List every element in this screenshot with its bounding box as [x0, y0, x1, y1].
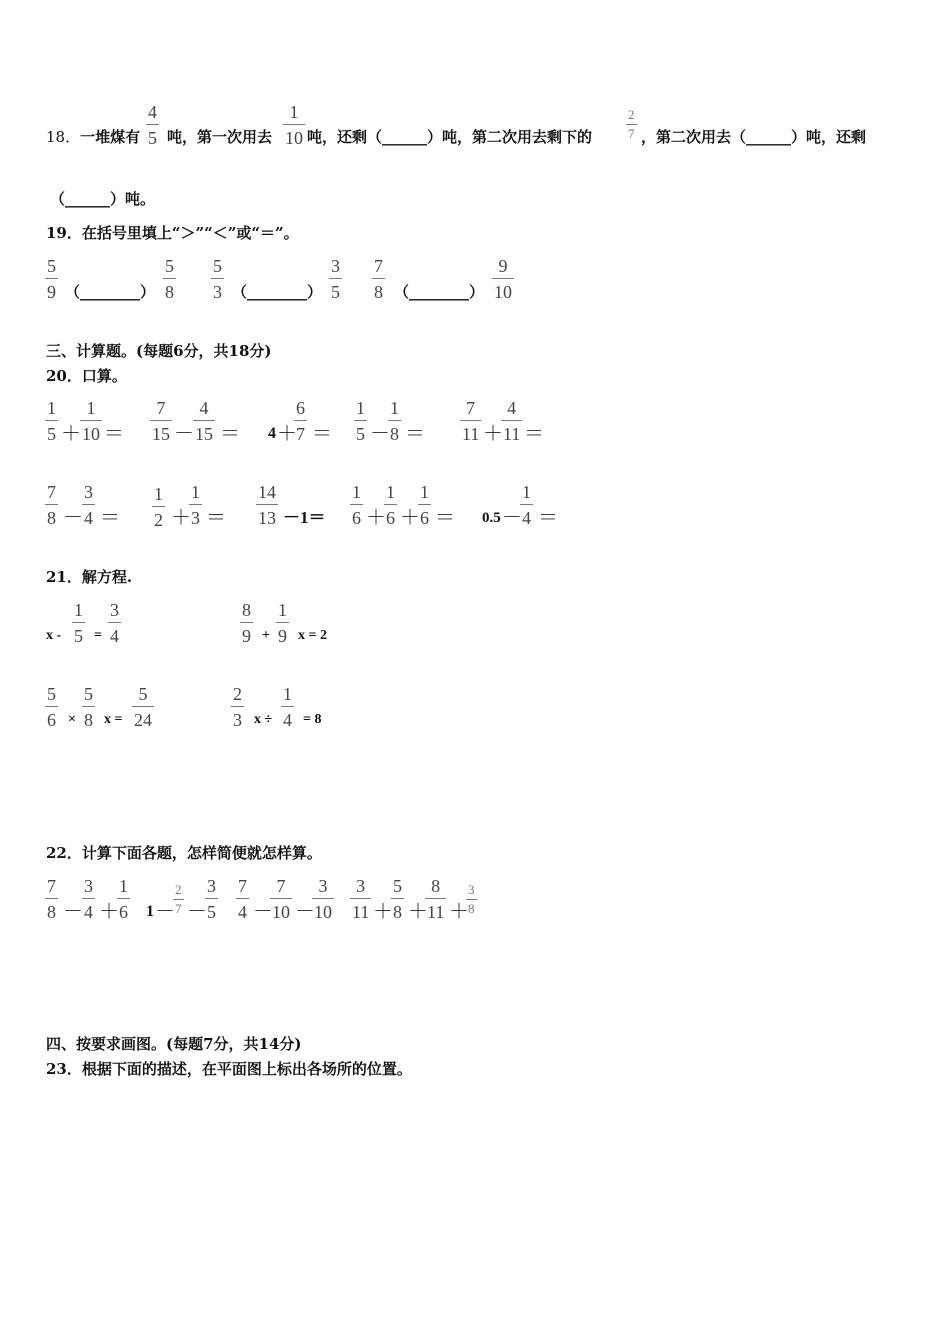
equals-sign: ＝	[206, 505, 226, 529]
plus-sign: ＋	[171, 505, 191, 529]
q18-fraction-1: $\frac{4}{5}$	[148, 102, 157, 148]
q20-r2-e1-a: $\frac{7}{8}$	[47, 482, 56, 528]
equals-sign: ＝	[104, 421, 124, 445]
q21-e2-a: $\frac{8}{9}$	[242, 600, 251, 646]
q18-line1	[46, 127, 140, 147]
q19-pair1-right: $\frac{5}{8}$	[165, 256, 174, 302]
plus-sign: ＋	[483, 421, 503, 445]
q22-g4-f2: $\frac{5}{8}$	[393, 876, 402, 922]
plus-sign: ＋	[400, 505, 420, 529]
q22-g2-f2: $\frac{3}{5}$	[207, 876, 216, 922]
q19-pair2-right: $\frac{3}{5}$	[331, 256, 340, 302]
q22-g4-f3: $\frac{8}{11}$	[427, 876, 445, 922]
q22-g1-f3: $\frac{1}{6}$	[119, 876, 128, 922]
q21-e3-times: ×	[68, 712, 76, 727]
q22-title: 22．计算下面各题，怎样简便就怎样算。	[46, 844, 322, 862]
minus-sign: －	[187, 899, 207, 923]
minus-sign: －	[370, 421, 390, 445]
q19-blank-3[interactable]: （________）	[394, 283, 485, 301]
equals-sign: ＝	[405, 421, 425, 445]
q18-text-4: ，第二次用去（______）吨，还剩	[641, 128, 867, 146]
q21-title: 21．解方程.	[46, 568, 133, 586]
minus-sign: －	[174, 421, 194, 445]
plus-sign: ＋	[99, 899, 119, 923]
q21-e1-a: $\frac{1}{5}$	[74, 600, 83, 646]
q20-r1-e5-a: $\frac{7}{11}$	[462, 398, 480, 444]
equals-sign: ＝	[220, 421, 240, 445]
plus-sign: ＋	[61, 421, 81, 445]
q22-g3-f1: $\frac{7}{4}$	[238, 876, 247, 922]
equals-sign: ＝	[100, 505, 120, 529]
q20-r2-e5-whole: 0.5	[482, 510, 501, 526]
q22-g1-f1: $\frac{7}{8}$	[47, 876, 56, 922]
q19-pair3-left: $\frac{7}{8}$	[374, 256, 383, 302]
minus-sign: －	[155, 899, 175, 923]
plus-sign: ＋	[373, 899, 393, 923]
q20-r1-e3-whole: 4	[268, 425, 276, 442]
q20-r2-e3-a: $\frac{14}{13}$	[258, 482, 276, 528]
q19-blank-1[interactable]: （________）	[65, 283, 156, 301]
minus-sign: －	[253, 899, 273, 923]
q21-e3-a: $\frac{5}{6}$	[47, 684, 56, 730]
q18-text-2: 吨，第一次用去	[167, 128, 273, 146]
minus-sign: －	[63, 505, 83, 529]
q21-e4-tail: = 8	[303, 712, 322, 727]
q20-r2-e2-a: $\frac{1}{2}$	[154, 484, 163, 530]
q21-e2-plus: +	[262, 628, 270, 643]
minus-sign: －	[295, 899, 315, 923]
q19-pair3-right: $\frac{9}{10}$	[494, 256, 512, 302]
q18-text-5: （______）吨。	[50, 190, 156, 208]
q21-e3-mid: x =	[104, 712, 123, 727]
q21-e3-b: $\frac{5}{8}$	[84, 684, 93, 730]
q20-r2-e5-b: $\frac{1}{4}$	[522, 482, 531, 528]
q22-g1-f2: $\frac{3}{4}$	[84, 876, 93, 922]
q20-r2-e4-a: $\frac{1}{6}$	[352, 482, 361, 528]
plus-sign: ＋	[277, 421, 297, 445]
q20-r1-e3-b: $\frac{6}{7}$	[296, 398, 305, 444]
q22-g2-f1: $\frac{2}{7}$	[175, 882, 182, 916]
q22-g4-f1: $\frac{3}{11}$	[352, 876, 370, 922]
q18-text-1: 一堆煤有	[80, 128, 141, 146]
q20-r1-e5-b: $\frac{4}{11}$	[503, 398, 521, 444]
q20-r1-e4-b: $\frac{1}{8}$	[390, 398, 399, 444]
q21-e1-x: x -	[46, 628, 62, 643]
q20-r1-e2-a: $\frac{7}{15}$	[152, 398, 170, 444]
q19-blank-2[interactable]: （________）	[232, 283, 323, 301]
q19-pair1-left: $\frac{5}{9}$	[47, 256, 56, 302]
q21-e4-b: $\frac{1}{4}$	[283, 684, 292, 730]
q20-r2-e1-b: $\frac{3}{4}$	[84, 482, 93, 528]
q18-fraction-2: $\frac{1}{10}$	[285, 102, 303, 148]
q20-r2-e3-tail: －1＝	[283, 508, 326, 527]
q20-r2-e4-c: $\frac{1}{6}$	[420, 482, 429, 528]
plus-sign: ＋	[366, 505, 386, 529]
plus-sign: ＋	[408, 899, 428, 923]
plus-sign: ＋	[449, 899, 469, 923]
q20-r1-e1-a: $\frac{1}{5}$	[47, 398, 56, 444]
q20-title: 20．口算。	[46, 367, 127, 385]
equals-sign: ＝	[312, 421, 332, 445]
q21-e4-mid: x ÷	[254, 712, 273, 727]
equals-sign: ＝	[538, 505, 558, 529]
minus-sign: －	[63, 899, 83, 923]
q23-text: 23．根据下面的描述，在平面图上标出各场所的位置。	[46, 1060, 412, 1078]
q20-r2-e4-b: $\frac{1}{6}$	[386, 482, 395, 528]
q20-r2-e2-b: $\frac{1}{3}$	[191, 482, 200, 528]
equals-sign: ＝	[524, 421, 544, 445]
q18-number: 18．	[46, 128, 81, 146]
q21-e4-a: $\frac{2}{3}$	[233, 684, 242, 730]
q21-e1-b: $\frac{3}{4}$	[110, 600, 119, 646]
q20-r1-e1-b: $\frac{1}{10}$	[82, 398, 100, 444]
q20-r1-e2-b: $\frac{4}{15}$	[195, 398, 213, 444]
q21-e2-tail: x = 2	[298, 628, 327, 643]
q22-g3-f2: $\frac{7}{10}$	[272, 876, 290, 922]
q19-pair2-left: $\frac{5}{3}$	[213, 256, 222, 302]
section4-heading: 四、按要求画图。(每题7分，共14分)	[46, 1035, 302, 1053]
q21-e2-b: $\frac{1}{9}$	[278, 600, 287, 646]
section3-heading: 三、计算题。(每题6分，共18分)	[46, 342, 272, 360]
q19-title: 19．在括号里填上“＞”“＜”或“＝”。	[46, 224, 299, 242]
minus-sign: －	[502, 505, 522, 529]
q18-fraction-3: $\frac{2}{7}$	[628, 107, 635, 141]
q20-r1-e4-a: $\frac{1}{5}$	[356, 398, 365, 444]
q18-text-3: 吨，还剩（______）吨，第二次用去剩下的	[307, 128, 593, 146]
q22-g2-one: 1	[146, 903, 154, 920]
q21-e1-eq: =	[94, 628, 102, 643]
q22-g4-f4: $\frac{3}{8}$	[468, 882, 475, 916]
equals-sign: ＝	[435, 505, 455, 529]
q21-e3-c: $\frac{5}{24}$	[134, 684, 152, 730]
q22-g3-f3: $\frac{3}{10}$	[314, 876, 332, 922]
